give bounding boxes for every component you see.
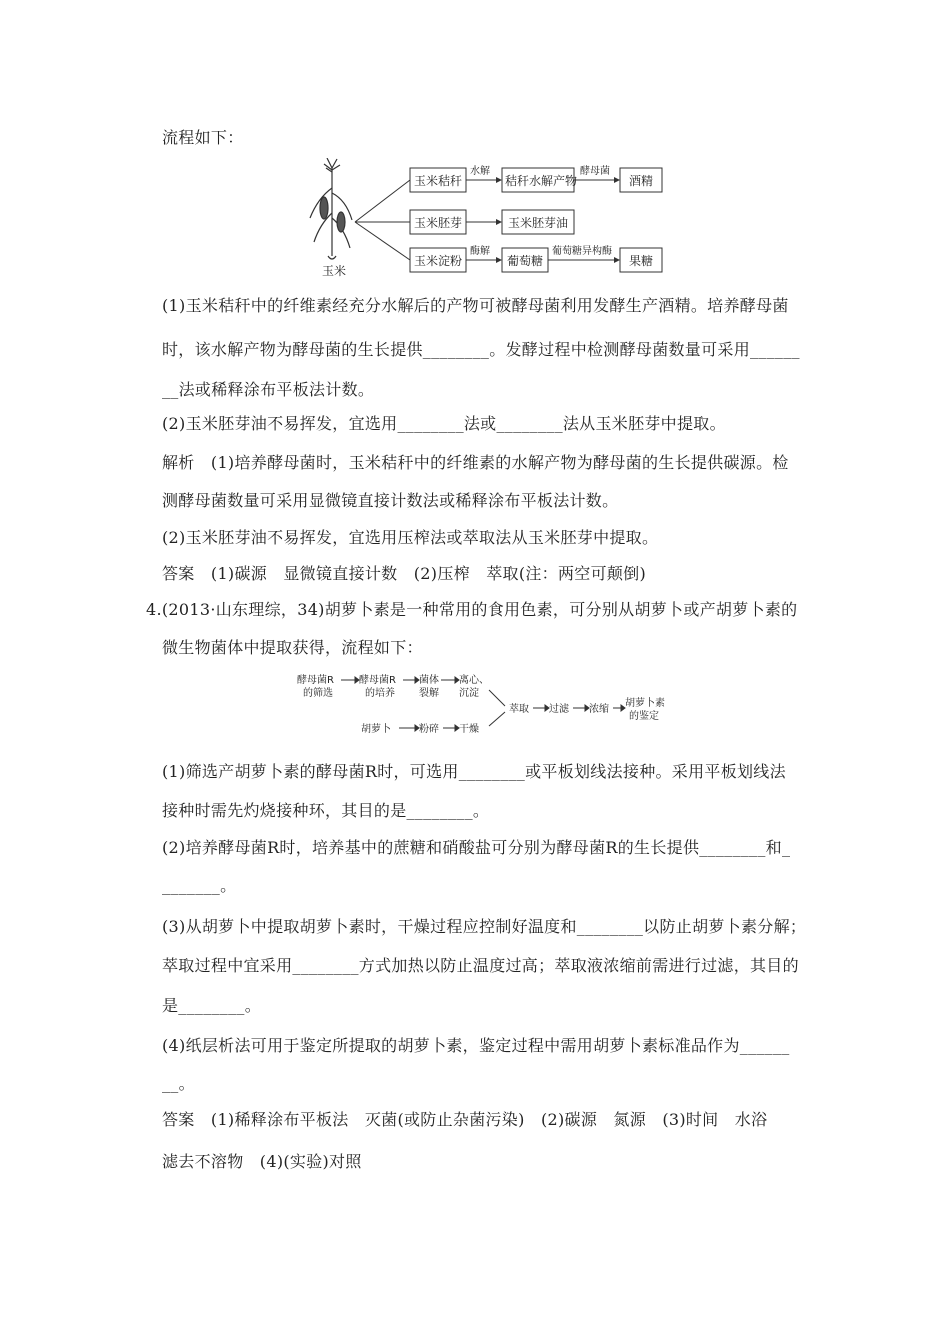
q4-line: (3)从胡萝卜中提取胡萝卜素时，干燥过程应控制好温度和________以防止胡萝卜素分解； — [162, 917, 807, 936]
step-concentrate: 浓缩 — [589, 704, 609, 715]
step-carrot: 胡萝卜 — [361, 724, 391, 735]
box-corn-germ: 玉米胚芽 — [414, 216, 463, 230]
q4-line: 萃取过程中宜采用________方式加热以防止温度过高；萃取液浓缩前需进行过滤，其目的 — [162, 956, 799, 975]
box-germ-oil: 玉米胚芽油 — [508, 216, 569, 230]
q3-intro: 流程如下： — [162, 128, 244, 147]
q3-answer: 答案 (1)碳源 显微镜直接计数 (2)压榨 萃取(注：两空可颠倒) — [162, 564, 647, 583]
box-fructose: 果糖 — [629, 254, 654, 268]
q3-line: 时，该水解产物为酵母菌的生长提供________。发酵过程中检测酵母菌数量可采用______ — [162, 340, 800, 359]
step-identify: 胡萝卜素 — [625, 698, 665, 709]
carotene-process-diagram — [295, 672, 715, 742]
corn-process-diagram — [300, 158, 680, 280]
step-centrifuge-2: 沉淀 — [459, 688, 479, 699]
q4-line: __。 — [162, 1074, 195, 1093]
q4-line: (4)纸层析法可用于鉴定所提取的胡萝卜素，鉴定过程中需用胡萝卜素标准品作为______ — [162, 1036, 790, 1055]
step-cell-lysis: 菌体 — [419, 675, 439, 686]
step-dry: 干燥 — [459, 724, 479, 735]
q3-analysis: (2)玉米胚芽油不易挥发，宜选用压榨法或萃取法从玉米胚芽中提取。 — [162, 528, 659, 547]
plant-label: 玉米 — [322, 264, 347, 278]
q4-line: (2)培养酵母菌R时，培养基中的蔗糖和硝酸盐可分别为酵母菌R的生长提供________和_ — [162, 838, 791, 857]
box-glucose: 葡萄糖 — [507, 254, 544, 268]
step-culture-yeast-2: 的培养 — [365, 688, 395, 699]
q4-line: 接种时需先灼烧接种环，其目的是________。 — [162, 801, 490, 820]
q4-line: 是________。 — [162, 996, 261, 1015]
box-hydrolysate: 秸秆水解产物 — [505, 174, 578, 188]
arrow-yeast: 酵母菌 — [580, 166, 610, 177]
q4-title: 4.(2013·山东理综，34)胡萝卜素是一种常用的食用色素，可分别从胡萝卜或产胡萝卜素的 — [146, 600, 798, 619]
step-cell-lysis-2: 裂解 — [419, 688, 439, 699]
step-culture-yeast: 酵母菌R — [359, 675, 396, 686]
q3-line: (2)玉米胚芽油不易挥发，宜选用________法或________法从玉米胚芽中提取。 — [162, 414, 726, 433]
step-screen-yeast-2: 的筛选 — [303, 688, 333, 699]
arrow-enzymolysis: 酶解 — [470, 246, 490, 257]
q4-line: _______。 — [162, 876, 237, 895]
step-crush: 粉碎 — [419, 724, 439, 735]
arrow-isomerase: 葡萄糖异构酶 — [552, 246, 612, 257]
corn-plant-illustration — [310, 158, 352, 259]
box-corn-starch: 玉米淀粉 — [414, 254, 463, 268]
step-centrifuge: 离心、 — [459, 675, 489, 686]
q3-line: (1)玉米秸秆中的纤维素经充分水解后的产物可被酵母菌利用发酵生产酒精。培养酵母菌 — [162, 296, 789, 315]
q4-answer: 滤去不溶物 (4)(实验)对照 — [162, 1152, 362, 1171]
q4-line: (1)筛选产胡萝卜素的酵母菌R时，可选用________或平板划线法接种。采用平板划线法 — [162, 762, 786, 781]
q3-analysis: 解析 (1)培养酵母菌时，玉米秸秆中的纤维素的水解产物为酵母菌的生长提供碳源。检 — [162, 453, 789, 472]
arrow-hydrolysis: 水解 — [470, 166, 490, 177]
q3-analysis: 测酵母菌数量可采用显微镜直接计数法或稀释涂布平板法计数。 — [162, 491, 619, 510]
step-filter: 过滤 — [549, 704, 569, 715]
q4-line: 微生物菌体中提取获得，流程如下： — [162, 638, 423, 657]
step-identify-2: 的鉴定 — [629, 711, 659, 722]
step-screen-yeast: 酵母菌R — [297, 675, 334, 686]
step-extract: 萃取 — [509, 704, 529, 715]
q3-line: __法或稀释涂布平板法计数。 — [162, 380, 375, 399]
box-corn-stalk: 玉米秸秆 — [414, 174, 463, 188]
box-alcohol: 酒精 — [629, 174, 654, 188]
q4-answer: 答案 (1)稀释涂布平板法 灭菌(或防止杂菌污染) (2)碳源 氮源 (3)时间 水浴 — [162, 1110, 768, 1129]
